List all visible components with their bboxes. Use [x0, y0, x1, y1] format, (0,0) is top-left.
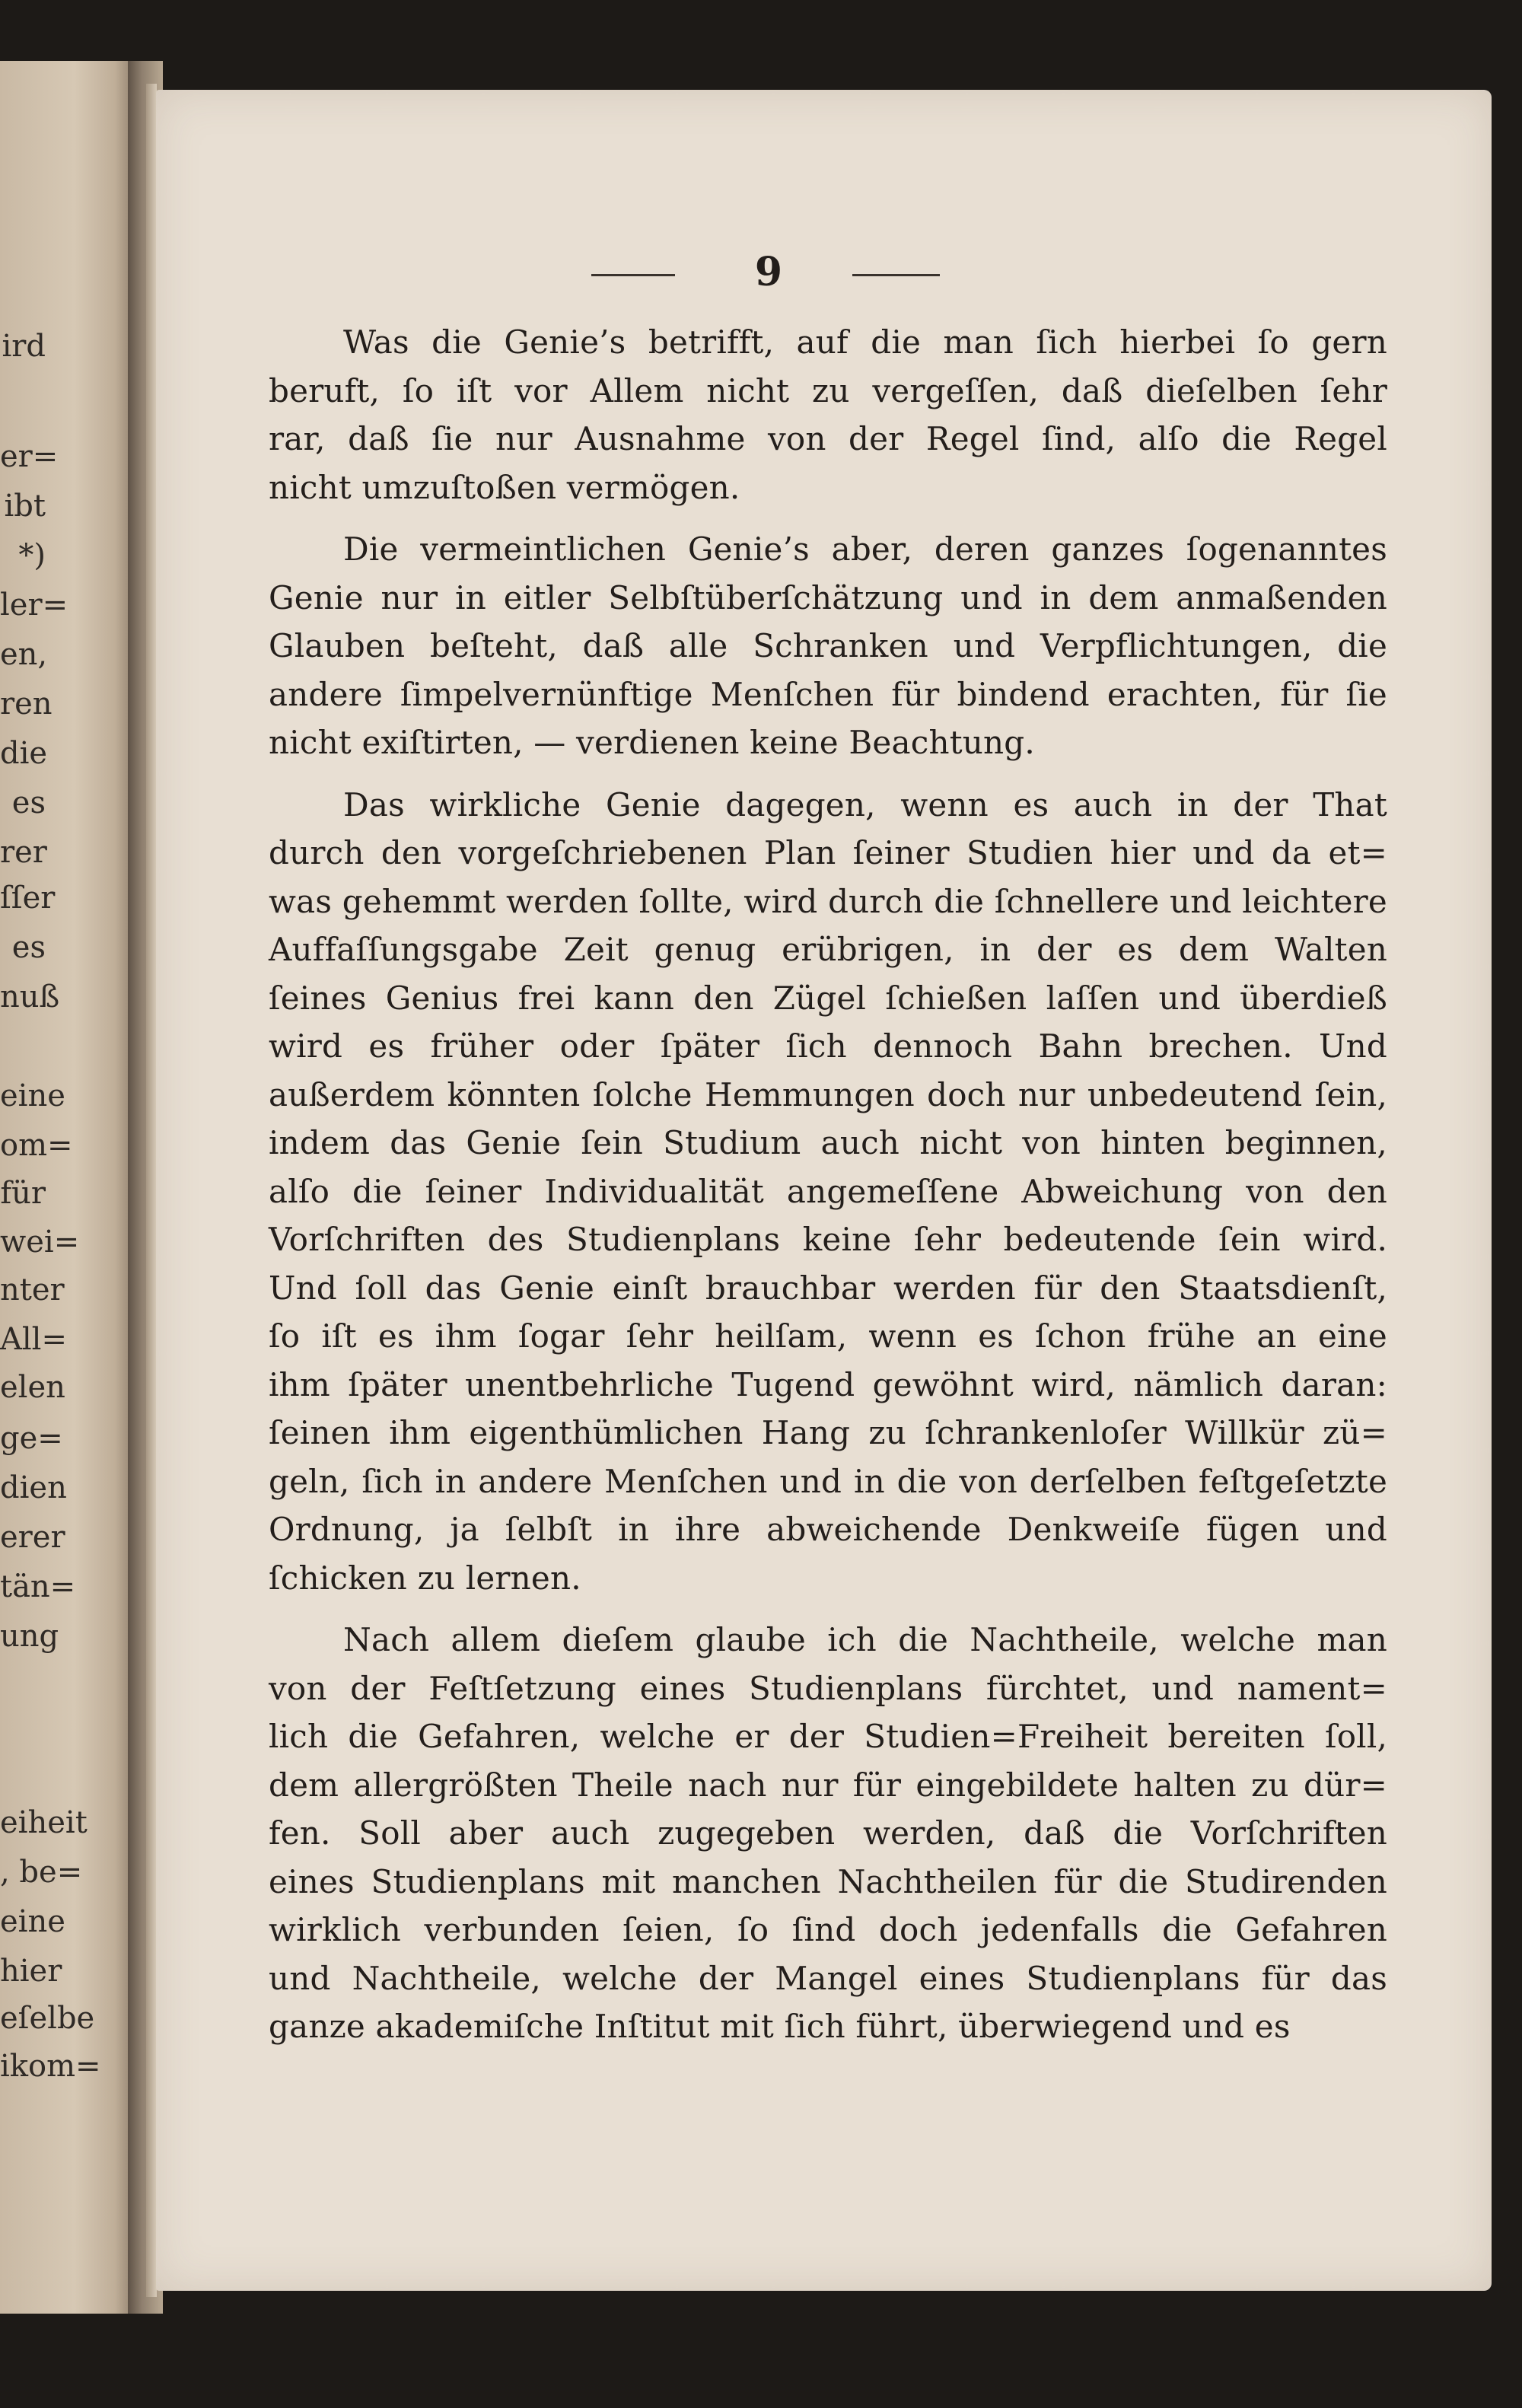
- text-line: geln, ſich in andere Menſchen und in die von derſelben feſtgeſetzte: [269, 1462, 1387, 1500]
- paragraph-gap: [269, 511, 1387, 525]
- left-page-fragment: , be=: [0, 1855, 83, 1890]
- body-text: [269, 318, 1387, 2051]
- text-line: Das wirkliche Genie dagegen, wenn es auch in der That: [343, 785, 1387, 823]
- left-page-fragment: eſelbe: [0, 2001, 95, 2036]
- text-line: andere ſimpelvernünftige Menſchen für bindend erachten, für ſie: [269, 675, 1387, 713]
- text-line: Die vermeintlichen Genie’s aber, deren ganzes ſogenanntes: [343, 530, 1387, 568]
- paragraph: [269, 525, 1387, 767]
- text-line: dem allergrößten Theile nach nur für eingebildete halten zu dür=: [269, 1766, 1387, 1804]
- left-page-fragment: *): [18, 538, 46, 573]
- left-page-fragment: wei=: [0, 1225, 80, 1260]
- text-line: beruft, ſo iſt vor Allem nicht zu vergeſſen, daß dieſelben ſehr: [269, 371, 1387, 409]
- left-page-fragment: nuß: [0, 979, 60, 1014]
- paragraph: [269, 781, 1387, 1603]
- text-line: eines Studienplans mit manchen Nachtheilen für die Studirenden: [269, 1862, 1387, 1900]
- text-line: fen. Soll aber auch zugegeben werden, daß die Vorſchriften: [269, 1814, 1387, 1852]
- text-line: und Nachtheile, welche der Mangel eines Studienplans für das: [269, 1959, 1387, 1997]
- left-page-fragment: die: [0, 736, 48, 771]
- left-page-fragment: ikom=: [0, 2049, 101, 2084]
- header-rule-right: [852, 274, 940, 276]
- text-line: von der Feſtſetzung eines Studienplans fürchtet, und nament=: [269, 1669, 1387, 1707]
- book-page: [156, 90, 1492, 2291]
- page-number: 9: [754, 249, 783, 295]
- text-line: durch den vorgeſchriebenen Plan ſeiner Studien hier und da et=: [269, 834, 1387, 871]
- text-line: ihm ſpäter unentbehrliche Tugend gewöhnt wird, nämlich daran:: [269, 1365, 1387, 1403]
- left-page-fragment: ird: [2, 329, 46, 364]
- previous-page-edge: [0, 61, 135, 2314]
- text-line: lich die Gefahren, welche er der Studien=Freiheit bereiten ſoll,: [269, 1718, 1387, 1755]
- text-line: nicht exiſtirten, — verdienen keine Beachtung.: [269, 724, 1035, 761]
- text-line: wirklich verbunden ſeien, ſo ſind doch jedenfalls die Gefahren: [269, 1911, 1387, 1948]
- page-edge: [146, 84, 157, 2297]
- text-line: Was die Genie’s betrifft, auf die man ſich hierbei ſo gern: [343, 323, 1387, 361]
- text-line: außerdem könnten ſolche Hemmungen doch nur unbedeutend ſein,: [269, 1075, 1387, 1113]
- paragraph-gap: [269, 1602, 1387, 1616]
- text-line: ſeines Genius frei kann den Zügel ſchießen laſſen und überdieß: [269, 979, 1387, 1017]
- paragraph: [269, 318, 1387, 511]
- text-line: Und ſoll das Genie einſt brauchbar werden für den Staatsdienſt,: [269, 1269, 1387, 1307]
- header-rule-left: [591, 274, 675, 276]
- paragraph-gap: [269, 767, 1387, 781]
- text-line: Genie nur in eitler Selbſtüberſchätzung und in dem anmaßenden: [269, 578, 1387, 616]
- text-line: Vorſchriften des Studienplans keine ſehr bedeutende ſein wird.: [269, 1221, 1387, 1258]
- text-line: ſchicken zu lernen.: [269, 1559, 581, 1597]
- text-line: ganze akademiſche Inſtitut mit ſich führt, überwiegend und es: [269, 2008, 1291, 2045]
- paragraph: [269, 1616, 1387, 2051]
- left-page-fragment: ren: [0, 686, 53, 721]
- left-page-fragment: om=: [0, 1128, 73, 1163]
- text-line: nicht umzuſtoßen vermögen.: [269, 468, 740, 506]
- text-line: Auffaſſungsgabe Zeit genug erübrigen, in der es dem Walten: [269, 931, 1387, 968]
- left-page-fragment: en,: [0, 637, 48, 672]
- text-line: indem das Genie ſein Studium auch nicht von hinten beginnen,: [269, 1124, 1387, 1161]
- text-line: rar, daß ſie nur Ausnahme von der Regel ſind, alſo die Regel: [269, 420, 1387, 457]
- left-page-fragment: es: [11, 785, 46, 820]
- left-page-fragment: hier: [0, 1954, 62, 1989]
- text-line: ſo iſt es ihm ſogar ſehr heilſam, wenn es ſchon frühe an eine: [269, 1317, 1387, 1355]
- left-page-fragment: für: [0, 1176, 46, 1211]
- text-line: was gehemmt werden ſollte, wird durch die ſchnellere und leichtere: [269, 882, 1387, 920]
- left-page-fragment: ge=: [0, 1421, 63, 1456]
- left-page-fragment: All=: [0, 1322, 67, 1357]
- text-line: Nach allem dieſem glaube ich die Nachtheile, welche man: [343, 1621, 1387, 1658]
- left-page-fragment: es: [11, 930, 46, 965]
- left-page-fragment: erer: [0, 1520, 65, 1555]
- page-header: [156, 242, 1492, 303]
- left-page-fragment: er=: [0, 439, 59, 474]
- left-page-fragment: rer: [0, 835, 47, 870]
- left-page-fragment: ung: [0, 1619, 59, 1654]
- left-page-fragment: eiheit: [0, 1805, 88, 1840]
- left-page-fragment: eine: [0, 1904, 65, 1939]
- left-page-fragment: ler=: [0, 588, 68, 623]
- text-line: alſo die ſeiner Individualität angemeſſene Abweichung von den: [269, 1172, 1387, 1210]
- left-page-fragment: dien: [0, 1470, 67, 1505]
- left-page-fragment: elen: [0, 1370, 65, 1405]
- text-line: ſeinen ihm eigenthümlichen Hang zu ſchrankenloſer Willkür zü=: [269, 1414, 1387, 1451]
- text-line: Glauben beſteht, daß alle Schranken und Verpflichtungen, die: [269, 627, 1387, 664]
- left-page-fragment: nter: [0, 1272, 65, 1308]
- left-page-fragment: ſſer: [0, 881, 56, 916]
- left-page-fragment: eine: [0, 1078, 65, 1113]
- left-page-fragment: ibt: [4, 489, 46, 524]
- left-page-fragment: tän=: [0, 1569, 76, 1604]
- text-line: Ordnung, ja ſelbſt in ihre abweichende Denkweiſe fügen und: [269, 1511, 1387, 1548]
- text-line: wird es früher oder ſpäter ſich dennoch Bahn brechen. Und: [269, 1027, 1387, 1065]
